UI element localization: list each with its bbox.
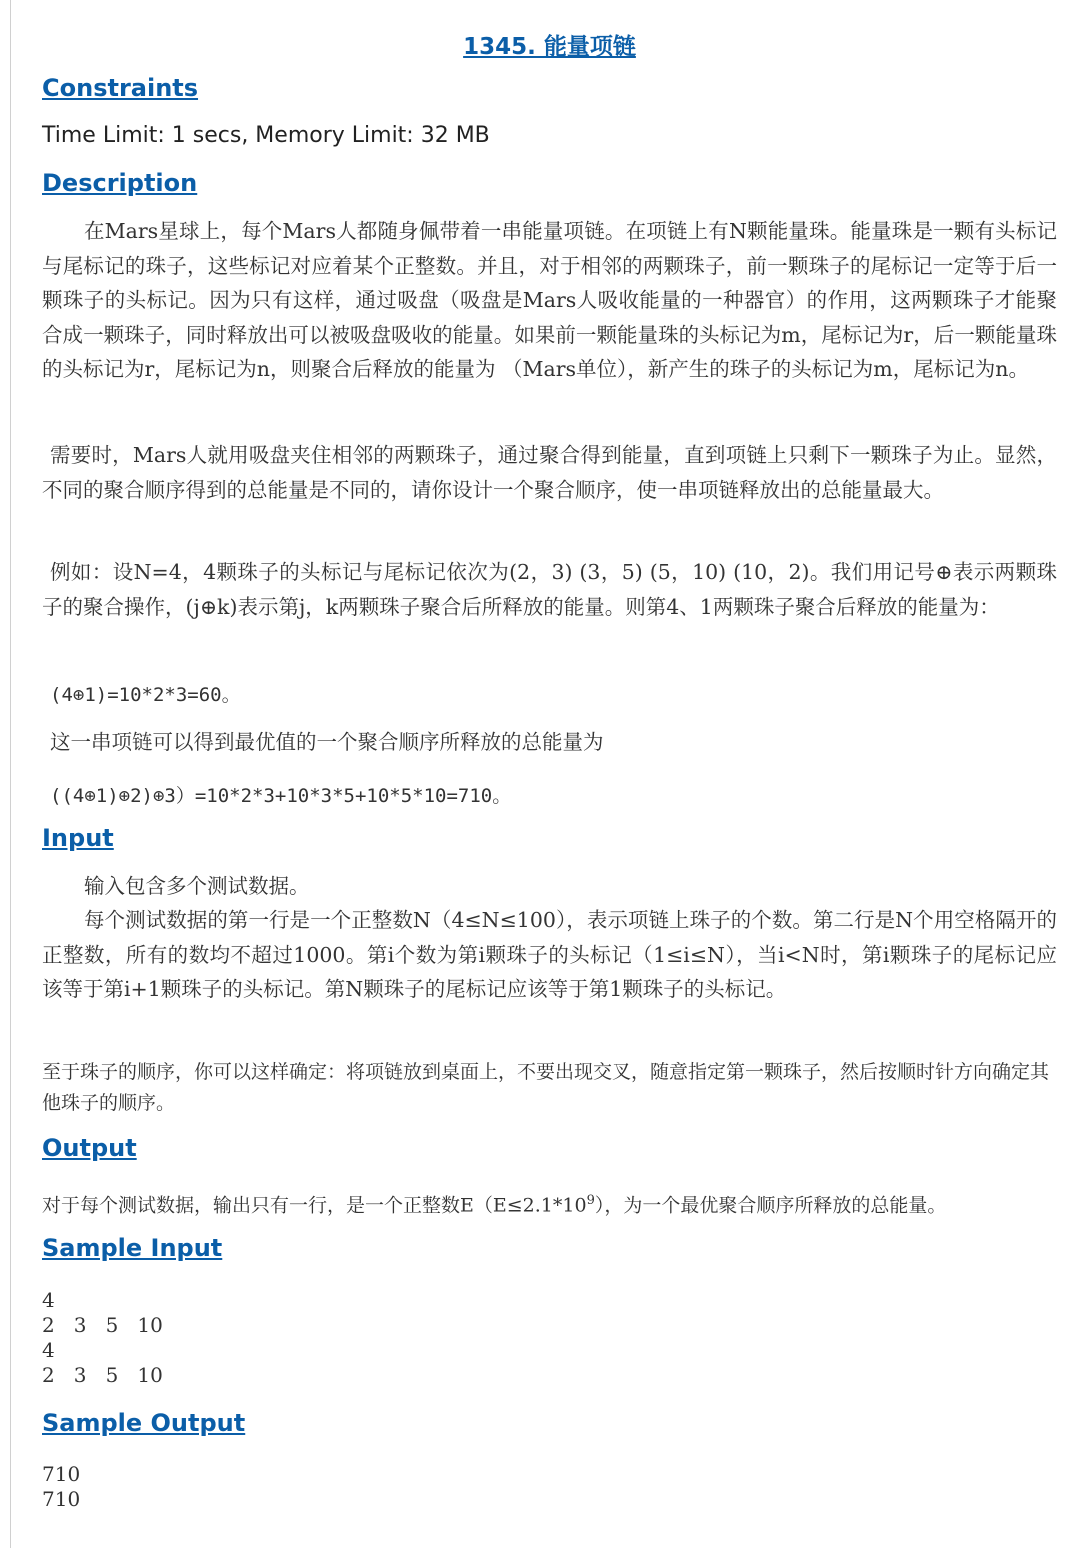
problem-title-link[interactable]: 1345. 能量项链 [463, 34, 636, 60]
sample-output-heading: Sample Output [42, 1409, 246, 1437]
output-text-after: ），为一个最优聚合顺序所释放的总能量。 [594, 1194, 947, 1217]
description-paragraph-3: 例如：设N=4，4颗珠子的头标记与尾标记依次为(2，3) (3，5) (5，10) (10，2)。我们用记号⊕表示两颗珠子的聚合操作，(j⊕k)表示第j，k两颗珠子聚合后所释放的能量。则第4、1两颗珠子聚合后释放的能量为： [42, 560, 1057, 619]
output-heading: Output [42, 1134, 137, 1162]
description-heading: Description [42, 169, 198, 197]
page-title [42, 28, 1057, 61]
description-paragraph-1: 在Mars星球上，每个Mars人都随身佩带着一串能量项链。在项链上有N颗能量珠。能量珠是一颗有头标记与尾标记的珠子，这些标记对应着某个正整数。并且，对于相邻的两颗珠子，前一颗珠子的尾标记一定等于后一颗珠子的头标记。因为只有这样，通过吸盘（吸盘是Mars人吸收能量的一种器官）的作用，这两颗珠子才能聚合成一颗珠子，同时释放出可以被吸盘吸收的能量。如果前一颗能量珠的头标记为m，尾标记为r，后一颗能量珠的头标记为r，尾标记为n，则聚合后释放的能量为 （Mars单位），新产生的珠子的头标记为m，尾标记为n。 [42, 219, 1057, 381]
input-paragraph-3: 至于珠子的顺序，你可以这样确定：将项链放到桌面上，不要出现交叉，随意指定第一颗珠子，然后按顺时针方向确定其他珠子的顺序。 [42, 1061, 1050, 1114]
formula-example: (4⊕1)=10*2*3=60。 [50, 684, 241, 706]
output-text [42, 1185, 1057, 1221]
input-paragraph-2: 每个测试数据的第一行是一个正整数N（4≤N≤100），表示项链上珠子的个数。第二行是N个用空格隔开的正整数，所有的数均不超过1000。第i个数为第i颗珠子的头标记（1≤i≤N），当i<N时，第i颗珠子的尾标记应该等于第i+1颗珠子的头标记。第N颗珠子的尾标记应该等于第1颗珠子的头标记。 [42, 908, 1057, 1001]
sample-input-block: 4 2 3 5 10 4 2 3 5 10 [42, 1288, 163, 1387]
constraints-text: Time Limit: 1 secs, Memory Limit: 32 MB [42, 123, 490, 148]
description-paragraph-4: 这一串项链可以得到最优值的一个聚合顺序所释放的总能量为 [50, 730, 604, 754]
formula-optimal: ((4⊕1)⊕2)⊕3）=10*2*3+10*3*5+10*5*10=710。 [50, 785, 512, 807]
left-border [10, 0, 11, 1548]
sample-input-heading: Sample Input [42, 1234, 223, 1262]
input-heading: Input [42, 824, 114, 852]
output-exponent: 9 [586, 1193, 595, 1208]
input-paragraph-1: 输入包含多个测试数据。 [84, 874, 310, 898]
description-paragraph-2: 需要时，Mars人就用吸盘夹住相邻的两颗珠子，通过聚合得到能量，直到项链上只剩下一颗珠子为止。显然，不同的聚合顺序得到的总能量是不同的，请你设计一个聚合顺序，使一串项链释放出的总能量最大。 [42, 443, 1057, 502]
constraints-heading: Constraints [42, 74, 199, 102]
sample-output-block: 710 710 [42, 1462, 81, 1511]
output-text-before: 对于每个测试数据，输出只有一行，是一个正整数E（E≤2.1*10 [42, 1194, 587, 1217]
